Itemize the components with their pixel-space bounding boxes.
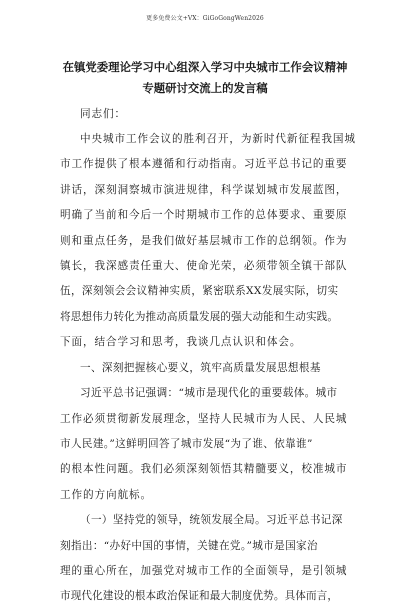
salutation: 同志们： [80,108,126,120]
body-line: 则和重点任务，是我们做好基层城市工作的总纲领。作为 [60,235,348,247]
body-line: 下面，结合学习和思考，我谈几点认识和体会。 [60,336,302,348]
section-heading: 一、深刻把握核心要义，筑牢高质量发展思想根基 [80,362,321,374]
body-line: 理的重心所在，加强党对城市工作的全面领导，是引领城 [60,565,348,577]
header-note: 更多免费公文+VX：GiGoGongWen2026 [146,15,264,22]
body-line: 市工作提供了根本遵循和行动指南。习近平总书记的重要 [60,158,348,170]
body-line: 刻指出：“办好中国的事情，关键在党。”城市是国家治 [60,540,318,552]
body-line: 的根本性问题。我们必须深刻领悟其精髓要义，校准城市 [60,463,348,475]
body-line: 工作必须贯彻新发展理念，坚持人民城市为人民、人民城 [60,413,348,425]
body-line: 中央城市工作会议的胜利召开，为新时代新征程我国城 [80,133,356,145]
document-title-line-2: 专题研讨交流上的发言稿 [142,81,268,95]
body-line: 工作的方向航标。 [60,489,152,501]
body-line: 伍，深刻领会会议精神实质，紧密联系XX发展实际，切实 [60,285,339,297]
document-title-line-1: 在镇党委理论学习中心组深入学习中央城市工作会议精神 [62,60,348,74]
body-line: 习近平总书记强调：“城市是现代化的重要载体。城市 [80,387,338,399]
body-line: 讲话，深刻洞察城市演进规律，科学谋划城市发展蓝图， [60,184,348,196]
body-line: 镇长，我深感责任重大、使命光荣，必须带领全镇干部队 [60,260,348,272]
body-line: 市人民建。”这鲜明回答了城市发展“为了谁、依靠谁” [60,438,313,450]
subsection-heading: （一）坚持党的领导，统领发展全局。习近平总书记深 [80,514,343,526]
body-line: 将思想伟力转化为推动高质量发展的强大动能和生动实践。 [60,311,339,323]
body-line: 市现代化建设的根本政治保证和最大制度优势。具体而言， [60,590,339,602]
body-line: 明确了当前和今后一个时期城市工作的总体要求、重要原 [60,209,348,221]
